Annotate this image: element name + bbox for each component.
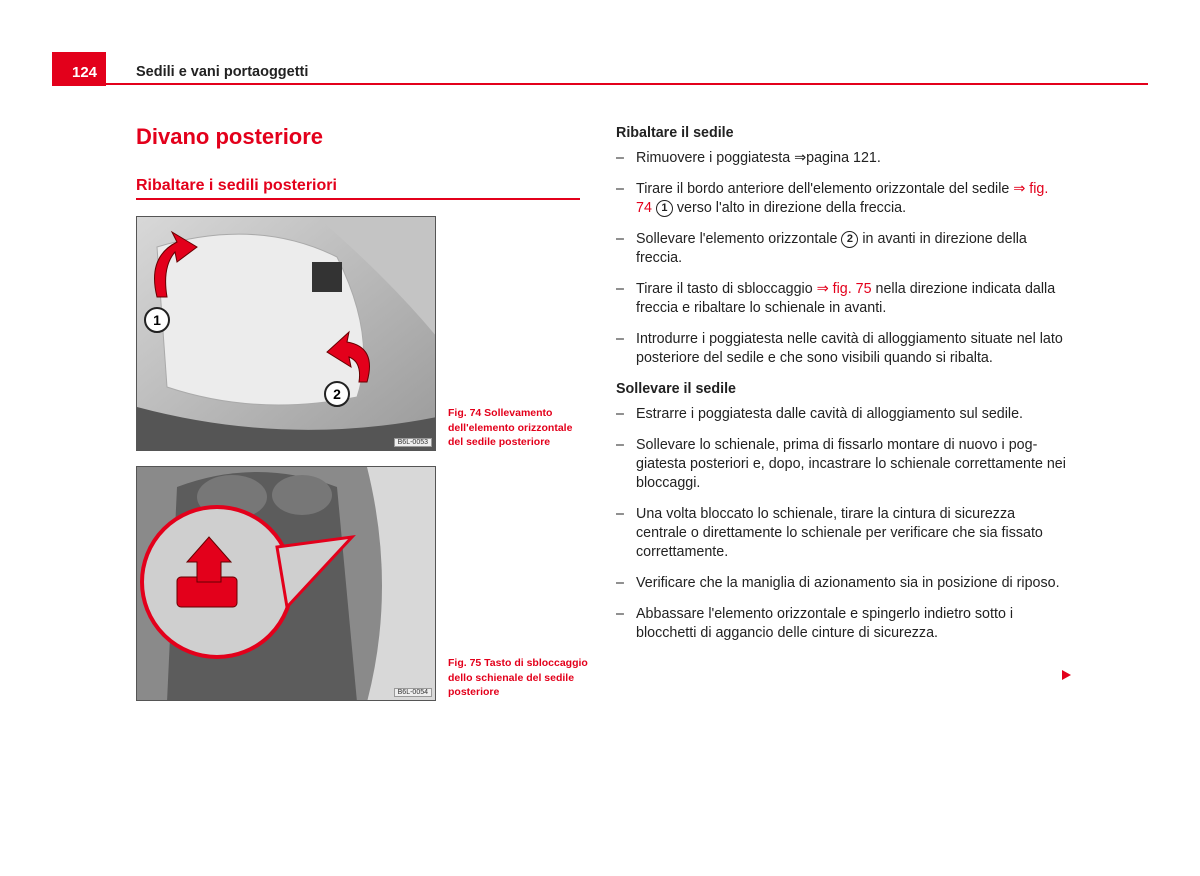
instruction-step — [616, 149, 1066, 168]
subheading: Sollevare il sedile — [616, 381, 737, 397]
figure-link[interactable]: ⇒ fig. 74 — [636, 181, 1049, 216]
instruction-step — [616, 505, 1066, 562]
instruction-step — [616, 230, 1066, 268]
step-text: Una volta bloccato lo schienale, tirare la cintura di sicurezza centrale o direttamente lo schienale per verificare che sia fissato correttamente. — [636, 506, 1043, 560]
instruction-step — [616, 280, 1066, 318]
figure-74-caption: Fig. 74 Sollevamento dell'elemento orizzontale del sedile posteriore — [448, 407, 573, 448]
callout-1: 1 — [153, 312, 161, 328]
step-text: in avanti in direzione della freccia. — [636, 231, 1027, 266]
section-title: Ribaltare i sedili posteriori — [136, 177, 337, 194]
step-text: Verificare che la maniglia di azionamento sia in posizione di riposo. — [636, 575, 1060, 591]
step-text: nella direzione indicata dalla freccia e ribaltare lo schienale in avanti. — [636, 281, 1056, 316]
callout-number-icon: 1 — [656, 200, 673, 217]
callout-number-icon: 2 — [841, 231, 858, 248]
step-text: Abbassare l'elemento orizzontale e spingerlo indietro sotto i blocchetti di aggancio delle cinture di sicurezza. — [636, 606, 1014, 641]
figure-75-caption: Fig. 75 Tasto di sbloccaggio dello schienale del sedile posteriore — [448, 657, 588, 698]
instruction-step — [616, 330, 1066, 368]
section-rule — [136, 198, 580, 200]
subheading: Ribaltare il sedile — [616, 125, 734, 141]
figure-link[interactable]: ⇒ fig. 75 — [816, 281, 872, 297]
instruction-step — [616, 605, 1066, 643]
instruction-step — [616, 436, 1066, 493]
instructions-column — [616, 124, 1066, 655]
step-text: Estrarre i poggiatesta dalle cavità di alloggiamento sul sedile. — [636, 406, 1024, 422]
instruction-step — [616, 405, 1066, 424]
figure-75-image — [136, 466, 436, 701]
step-text: Rimuovere i poggiatesta ⇒pagina 121. — [636, 150, 881, 166]
figure-code: B6L-0053 — [394, 438, 432, 447]
chapter-title: Sedili e vani portaoggetti — [136, 64, 309, 80]
page-number: 124 — [52, 52, 106, 86]
step-text: verso l'alto in direzione della freccia. — [672, 200, 907, 216]
step-text: Tirare il tasto di sbloccaggio — [636, 281, 817, 297]
step-text: Sollevare lo schienale, prima di fissarlo montare di nuovo i poggiatesta posteriori e, dopo, incastrare lo schienale correttamente nei bloccaggi. — [636, 437, 1066, 491]
figure-74-image — [136, 216, 436, 451]
step-text: Tirare il bordo anteriore dell'elemento orizzontale del sedile — [636, 181, 1014, 197]
step-text: Introdurre i poggiatesta nelle cavità di alloggiamento situate nel lato posteriore del sedile e che sono visibili quando si ribalta. — [636, 331, 1063, 366]
instruction-step — [616, 180, 1066, 218]
figure-code: B6L-0054 — [394, 688, 432, 697]
step-text: Sollevare l'elemento orizzontale — [636, 231, 842, 247]
callout-2: 2 — [333, 386, 341, 402]
header-rule — [52, 83, 1148, 85]
continue-arrow-icon — [1062, 670, 1071, 680]
page-title: Divano posteriore — [136, 124, 324, 149]
instruction-step — [616, 574, 1066, 593]
